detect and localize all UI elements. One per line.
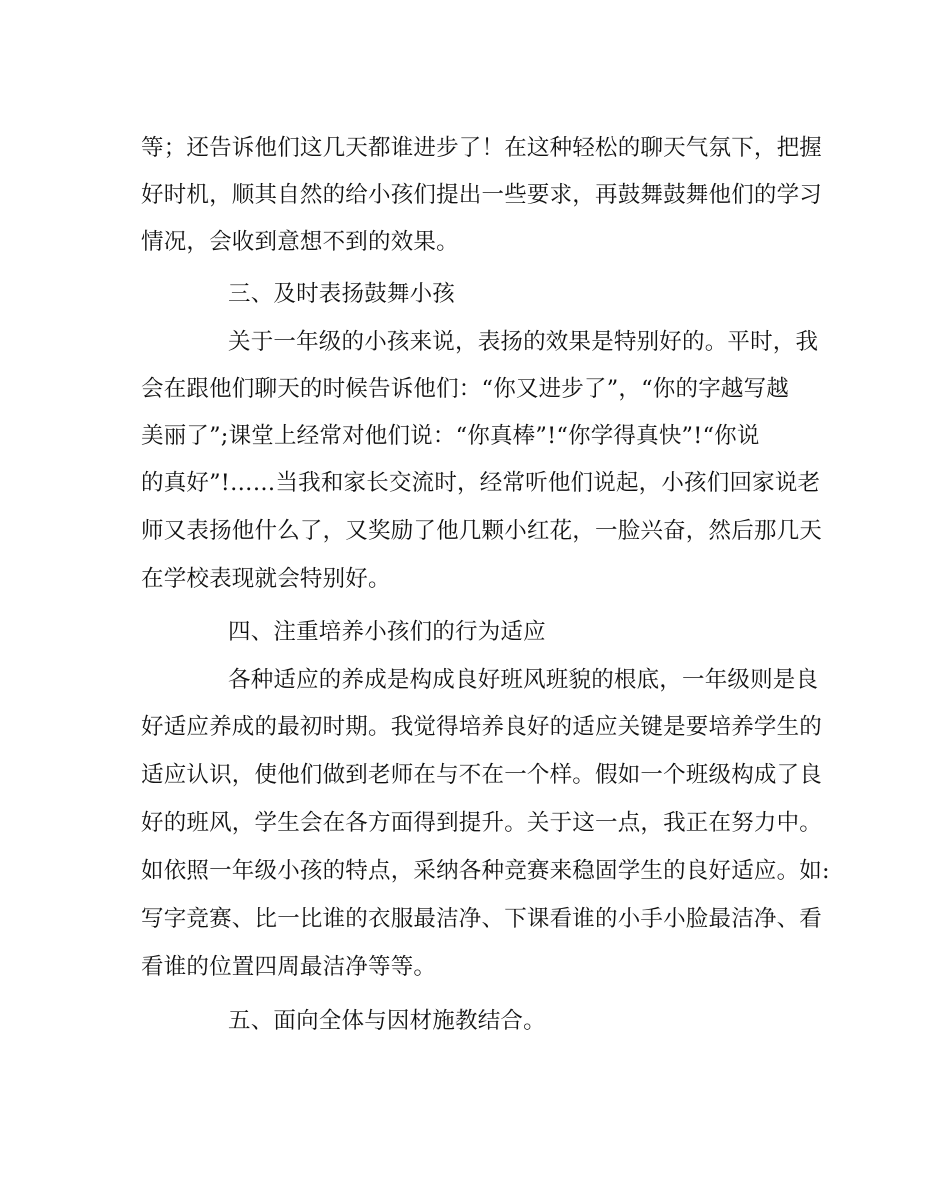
text-line: 在学校表现就会特别好。	[141, 566, 391, 592]
text-line: 好适应养成的最初时期。我觉得培养良好的适应关键是要培养学生的	[141, 714, 823, 740]
text-line: 好时机，顺其自然的给小孩们提出一些要求，再鼓舞鼓舞他们的学习	[141, 182, 823, 208]
text-line: 师又表扬他什么了，又奖励了他几颗小红花，一脸兴奋，然后那几天	[141, 518, 823, 544]
section-heading: 三、及时表扬鼓舞小孩	[228, 281, 456, 307]
section-heading: 四、注重培养小孩们的行为适应	[228, 619, 546, 645]
text-line: 等；还告诉他们这几天都谁进步了！在这种轻松的聊天气氛下，把握	[141, 135, 823, 161]
paragraph-first-line: 关于一年级的小孩来说，表扬的效果是特别好的。平时，我	[228, 329, 819, 355]
text-line: 情况，会收到意想不到的效果。	[141, 229, 459, 255]
text-line: 写字竞赛、比一比谁的衣服最洁净、下课看谁的小手小脸最洁净、看	[141, 906, 823, 932]
text-line: 看谁的位置四周最洁净等等。	[141, 954, 437, 980]
text-line: 会在跟他们聊天的时候告诉他们：“你又进步了”，“你的字越写越	[141, 376, 790, 402]
text-line: 如依照一年级小孩的特点，采纳各种竞赛来稳固学生的良好适应。如:	[141, 858, 830, 884]
text-line: 美丽了”;课堂上经常对他们说：“你真棒”!“你学得真快”!“你说	[141, 423, 760, 449]
text-line: 适应认识，使他们做到老师在与不在一个样。假如一个班级构成了良	[141, 762, 823, 788]
paragraph-first-line: 各种适应的养成是构成良好班风班貌的根底，一年级则是良	[228, 667, 819, 693]
section-heading: 五、面向全体与因材施教结合。	[228, 1008, 546, 1034]
text-line: 好的班风，学生会在各方面得到提升。关于这一点，我正在努力中。	[141, 810, 823, 836]
text-line: 的真好”!……当我和家长交流时，经常听他们说起，小孩们回家说老	[141, 470, 821, 496]
